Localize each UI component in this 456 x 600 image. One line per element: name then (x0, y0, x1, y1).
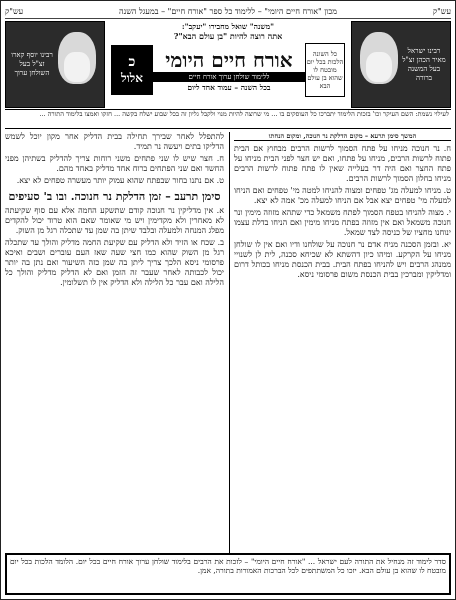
portrait-right-beard (366, 52, 392, 82)
left-column (5, 132, 224, 553)
banner-tagline-2: בכל השנה – עמוד אחד ליום (187, 82, 271, 92)
date-month: אלול (120, 71, 143, 85)
siman-title: סימן תרעב – זמן הדלקת נר חנוכה. ובו ב' סעיפים (8, 190, 221, 203)
left-para-1: להתפלל לאחר שבירך תחילה בבית הדליק אחר מקון יוכל לשמש הדליקו בתים ויעשה נר תמיד. (5, 132, 224, 151)
left-para-2: ח. חצר שיש לו שני פתחים משני רוחות צריך להדליק בשתיהן מפני החשד ואם שני הפתחים ברוח אחד מדליק באחד מהם. (5, 154, 224, 173)
left-para-4: א. אין מדליקין נר חנוכה קודם שתשקע החמה אלא עם סוף שקיעתה לא מאחרין ולא מקדימין ויש מי שאומר שאם הוא טרוד יכול להקדים מפלג המנחה ולמעלה ובלבד שיתן בה שמן עד שתכלה רגל מן השוק. (5, 206, 224, 235)
portrait-left-beard (64, 52, 90, 82)
banner-tagline: ללימוד שולחן ערוך אורח חיים (153, 72, 305, 82)
banner-quote: "משנה" שואל מחבירו "יעקב": (181, 22, 275, 31)
banner-box-row (111, 43, 345, 97)
title-banner (111, 21, 345, 106)
header-right-tag: עש"ק (432, 7, 451, 16)
right-para-3: י. מצוה להניחו בטפח הסמוך לפתח משמאל כדי שתהא מזוזה מימין ונר חנוכה משמאל ואם אין מזוזה בפתח מניחו מימין ואם הניחו בדלת עצמו ינוחנו מחציו של כניסה לצד שמאל. (234, 208, 451, 237)
right-column (234, 132, 451, 553)
right-para-1: ח. נר חנוכה מניחו על פתח הסמוך לרשות הרבים מבחוץ אם הבית פתוח לרשות הרבים, מניחו על פתחו, ואם יש חצר לפני הבית מניחו על פתח החצר ואם היה דר בעלייה שאין לו פתח פתוח לרשות הרבים מניחו בחלון הסמוך לרשות הרבים. (234, 144, 451, 183)
portrait-right-caption: רבינו ישראל מאיר הכהן זצ"ל בעל המשנה ברורה (402, 46, 446, 82)
banner-subtitle: אתה רוצה להיות "בן עולם הבא"? (173, 31, 283, 41)
portrait-left-caption: רבינו יוסף קארו זצ"ל בעל השולחן ערוך (11, 51, 53, 77)
column-divider (229, 132, 230, 553)
header-left-tag: עש"ק (5, 7, 24, 16)
top-header-bar (5, 5, 451, 19)
right-para-2: ט. מניחו למעלה מג' טפחים ומצוה להניחו למטה מי' טפחים ואם הניחו למעלה מי' טפחים יצא אבל אם הניחו למעלה מכ' אמה לא יצא. (234, 186, 451, 205)
right-section-head: המשך סימן תרעא – מקום הדלקת נר חנוכה, ומקום הנחתו (234, 132, 451, 141)
date-box (111, 45, 153, 95)
right-para-4: יא. ובזמן הסכנה מניח אדם נר חנוכה על שולחנו ודיו ואם אין לו שולחן מניחו על הקרקע. ומיהו כיון דהשתא לא שכיחא סכנה, לית לן לשנויי ממנהג הרבים ויש להניחו בפתח הבית. בבית הכנסת מניחו בכותל דרום ומדליקין ומברכין בבית הכנסת משום פרסומי ניסא. (234, 240, 451, 279)
dedication-strip: לעילוי נשמת: השם העיקר וכו' בזכות הלימוד יתברכו כל העוסקים בו ... מי שרוצה להיות מנוי ולקבל גליון זה בכל שבוע ישלח בקשה ... חזקו ואמצו בלימוד התורה ... (5, 109, 451, 129)
banner-title-wrap (153, 49, 305, 92)
banner-side-box: כל השונה הלכות בכל יום מובטח לו שהוא בן עולם הבא (305, 43, 345, 97)
portrait-left (5, 21, 105, 108)
footer-box: סדר לימוד זה מנחיל את התורה לעם ישראל ... "אורח חיים היומי" – לזכות את הרבים בלימוד שולחן ערוך אורח חיים בכל יום. הלומד הלכות בכל יום מובטח לו שהוא בן עולם הבא. יזכו כל המשתתפים לכל הברכות האמורות בתורה, אמן. (5, 553, 451, 595)
left-para-3: ט. אם נתנו בחור שבפתח שהוא עמוק יותר מעשרה טפחים לא יצא. (16, 176, 224, 185)
date-day: כ (128, 54, 136, 70)
left-para-5: ב. שכח או הזיד ולא הדליק עם שקיעת החמה מדליק והולך עד שתכלה רגל מן השוק שהוא כמו חצי שעה שאז העם עוברים ושבים ואיכא פרסומי ניסא הלכך צריך ליתן בה שמן כזה השיעור ואם נתן בה יותר יכול לכבותה לאחר שעבר זה הזמן ואם לא הדליק מדליק והולך כל הלילה ואם עבר כל הלילה ולא הדליק אין לו תשלומין. (5, 238, 224, 287)
banner-title: אורח חיים היומי (165, 47, 293, 72)
portrait-right (351, 21, 451, 108)
header-center-line: מכון "אורח חיים היומי" – ללימוד כל ספר "אורח חיים" – במעגל השנה (119, 7, 337, 16)
